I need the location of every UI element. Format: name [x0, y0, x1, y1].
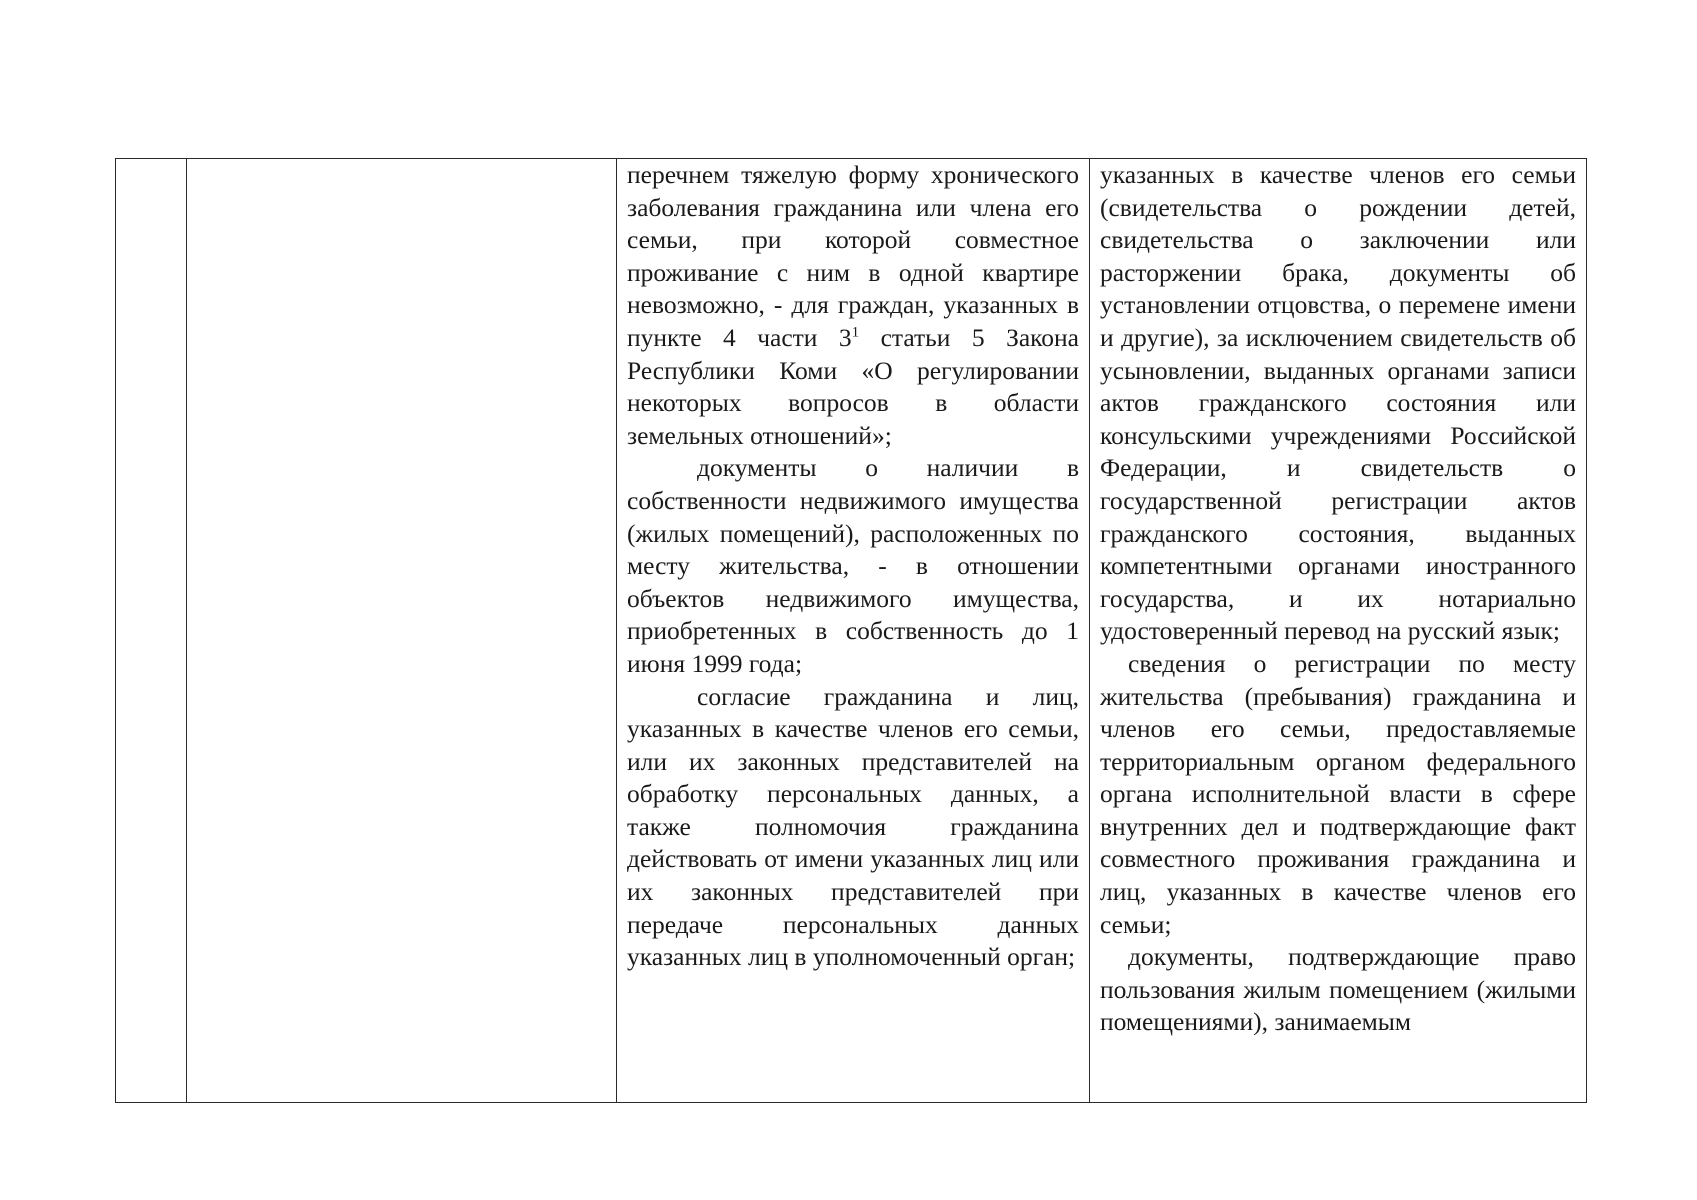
- table-cell-name: [187, 159, 617, 1102]
- documents-paragraph-3: документы, подтверждающие право пользования жилым помещением (жилыми помещениями), занимаемым: [1100, 942, 1576, 1037]
- table-cell-number: [116, 159, 187, 1102]
- documents-paragraph-2: сведения о регистрации по месту жительства (пребывания) гражданина и членов его семьи, предоставляемые территориальным органом федерального органа исполнительной власти в сфере внутренних дел и подтверждающие факт совместного проживания гражданина и лиц, указанных в качестве членов его семьи;: [1100, 648, 1576, 939]
- requirements-paragraph-2: документы о наличии в собственности недвижимого имущества (жилых помещений), расположенных по месту жительства, - в отношении объектов недвижимого имущества, приобретенных в собственность до 1 июня 1999 года;: [627, 453, 1079, 678]
- requirements-text: [627, 159, 1079, 974]
- requirements-paragraph-1: [627, 159, 1079, 452]
- documents-text: [1100, 159, 1576, 1039]
- documents-paragraph-1: указанных в качестве членов его семьи (свидетельства о рождении детей, свидетельства о заключении или расторжении брака, документы об установлении отцовства, о перемене имени и другие), за исключением свидетельств об усыновлении, выданных органами записи актов гражданского состояния или консульскими учреждениями Российской Федерации, и свидетельств о государственной регистрации актов гражданского состояния, выданных компетентными органами иностранного государства, и их нотариально удостоверенный перевод на русский язык;: [1100, 160, 1576, 646]
- superscript-index: 1: [851, 324, 860, 341]
- requirements-paragraph-1-start: перечнем тяжелую форму хронического заболевания гражданина или члена его семьи, при которой совместное проживание с ним в одной квартире невозможно, - для граждан, указанных в пункте 4 части 3: [627, 160, 1079, 352]
- document-table: [115, 158, 1587, 1103]
- table-cell-requirements: [617, 159, 1090, 1102]
- requirements-paragraph-1-end: статьи 5 Закона Республики Коми «О регулировании некоторых вопросов в области земельных отношений»;: [627, 322, 1079, 450]
- table-cell-documents: [1090, 159, 1586, 1102]
- requirements-paragraph-3: согласие гражданина и лиц, указанных в качестве членов его семьи, или их законных представителей на обработку персональных данных, а также полномочия гражданина действовать от имени указанных лиц или их законных представителей при передаче персональных данных указанных лиц в уполномоченный орган;: [627, 681, 1079, 972]
